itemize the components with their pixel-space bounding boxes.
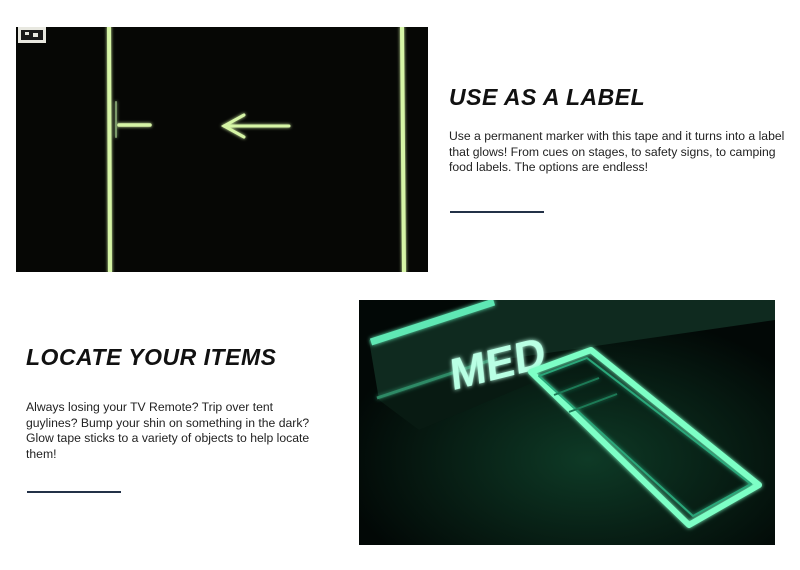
med-label: MED (447, 327, 548, 401)
section-heading: USE AS A LABEL (449, 84, 646, 110)
divider (27, 491, 121, 493)
right-vertical-tape (402, 27, 404, 272)
glow-tape-arrow-photo (16, 27, 428, 272)
left-vertical-tape (109, 27, 110, 272)
glowing-med-kit-photo (359, 300, 775, 545)
section-heading: LOCATE YOUR ITEMS (26, 344, 277, 370)
corner-marker (18, 27, 46, 43)
section-description: Always losing your TV Remote? Trip over tent guylines? Bump your shin on something in the dark? Glow tape sticks to a variety of objects to help locate them! (26, 400, 310, 461)
section-description: Use a permanent marker with this tape and it turns into a label that glows! From cues on stages, to safety signs, to camping food labels. The options are endless! (449, 129, 785, 174)
divider (450, 211, 544, 213)
